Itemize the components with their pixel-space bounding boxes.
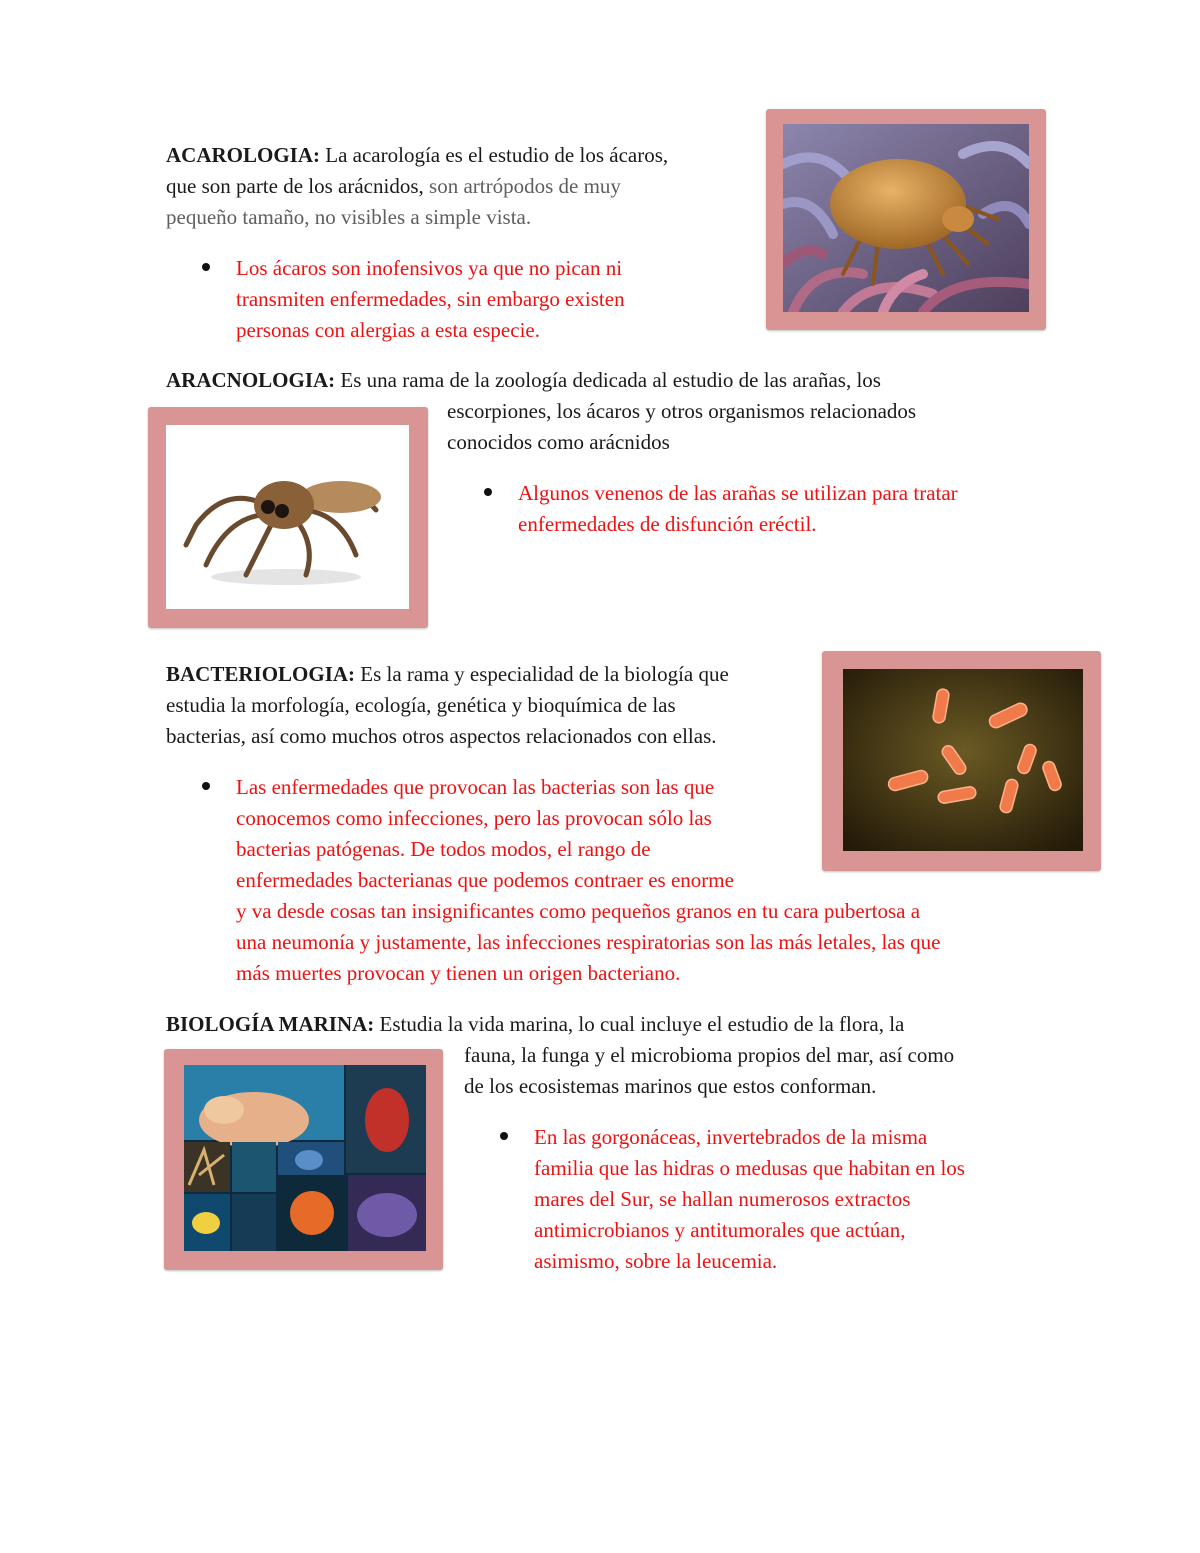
bacteriologia-bullet-line: conocemos como infecciones, pero las provocan sólo las: [236, 806, 712, 830]
spider-image-frame: [148, 407, 428, 628]
aracnologia-text-3: conocidos como arácnidos: [447, 430, 670, 454]
aracnologia-text-1: Es una rama de la zoología dedicada al estudio de las arañas, los: [340, 368, 881, 392]
bacteria-image-frame: [822, 651, 1101, 871]
bullet-icon: [202, 782, 210, 790]
acarologia-line-2: [166, 174, 621, 198]
aracnologia-line-1: [166, 368, 881, 392]
bullet-icon: [202, 263, 210, 271]
bacteriologia-text-2: estudia la morfología, ecología, genética y bioquímica de las: [166, 693, 676, 717]
biologia-marina-text-3: de los ecosistemas marinos que estos conforman.: [464, 1074, 877, 1098]
bullet-icon: [500, 1132, 508, 1140]
mite-image-frame: [766, 109, 1046, 330]
aracnologia-heading: ARACNOLOGIA:: [166, 368, 336, 392]
bacteriologia-bullet-line: Las enfermedades que provocan las bacterias son las que: [236, 775, 715, 799]
bacteriologia-text-3: bacterias, así como muchos otros aspectos relacionados con ellas.: [166, 724, 717, 748]
biologia-marina-bullet-line: mares del Sur, se hallan numerosos extractos: [534, 1187, 911, 1211]
bacteriologia-heading: BACTERIOLOGIA:: [166, 662, 356, 686]
acarologia-line-1: [166, 143, 668, 167]
mite-image: [783, 124, 1029, 312]
acarologia-bullet-line: transmiten enfermedades, sin embargo existen: [236, 287, 625, 311]
acarologia-text-2b: son artrópodos de muy: [423, 174, 621, 198]
biologia-marina-bullet-line: En las gorgonáceas, invertebrados de la misma: [534, 1125, 928, 1149]
bacteriologia-line-1: [166, 662, 729, 686]
bacteriologia-bullet-line: más muertes provocan y tienen un origen bacteriano.: [236, 961, 681, 985]
bacteriologia-bullet-line: enfermedades bacterianas que podemos contraer es enorme: [236, 868, 734, 892]
aracnologia-bullet-line: Algunos venenos de las arañas se utilizan para tratar: [518, 481, 958, 505]
marine-collage-image: [184, 1065, 426, 1251]
bacteriologia-text-1: Es la rama y especialidad de la biología que: [360, 662, 729, 686]
bacteriologia-bullet-line: bacterias patógenas. De todos modos, el rango de: [236, 837, 651, 861]
biologia-marina-heading: BIOLOGÍA MARINA:: [166, 1012, 375, 1036]
bullet-icon: [484, 488, 492, 496]
biologia-marina-text-1: Estudia la vida marina, lo cual incluye el estudio de la flora, la: [379, 1012, 905, 1036]
biologia-marina-text-2: fauna, la funga y el microbioma propios del mar, así como: [464, 1043, 955, 1067]
marine-collage-frame: [164, 1049, 443, 1270]
acarologia-text-1: La acarología es el estudio de los ácaros,: [325, 143, 669, 167]
biologia-marina-bullet-line: antimicrobianos y antitumorales que actúan,: [534, 1218, 906, 1242]
acarologia-text-3: pequeño tamaño, no visibles a simple vista.: [166, 205, 532, 229]
biologia-marina-bullet-line: familia que las hidras o medusas que habitan en los: [534, 1156, 965, 1180]
bacteriologia-bullet-line: y va desde cosas tan insignificantes como pequeños granos en tu cara pubertosa a: [236, 899, 921, 923]
acarologia-text-2a: que son parte de los arácnidos,: [166, 174, 424, 198]
bacteriologia-bullet-line: una neumonía y justamente, las infecciones respiratorias son las más letales, las que: [236, 930, 941, 954]
spider-image: [166, 425, 409, 609]
biologia-marina-line-1: [166, 1012, 904, 1036]
biologia-marina-bullet-line: asimismo, sobre la leucemia.: [534, 1249, 778, 1273]
bacteria-image: [843, 669, 1083, 851]
aracnologia-text-2: escorpiones, los ácaros y otros organismos relacionados: [447, 399, 917, 423]
aracnologia-bullet-line: enfermedades de disfunción eréctil.: [518, 512, 817, 536]
acarologia-bullet-line: personas con alergias a esta especie.: [236, 318, 540, 342]
acarologia-bullet-line: Los ácaros son inofensivos ya que no pican ni: [236, 256, 623, 280]
acarologia-heading: ACAROLOGIA:: [166, 143, 321, 167]
